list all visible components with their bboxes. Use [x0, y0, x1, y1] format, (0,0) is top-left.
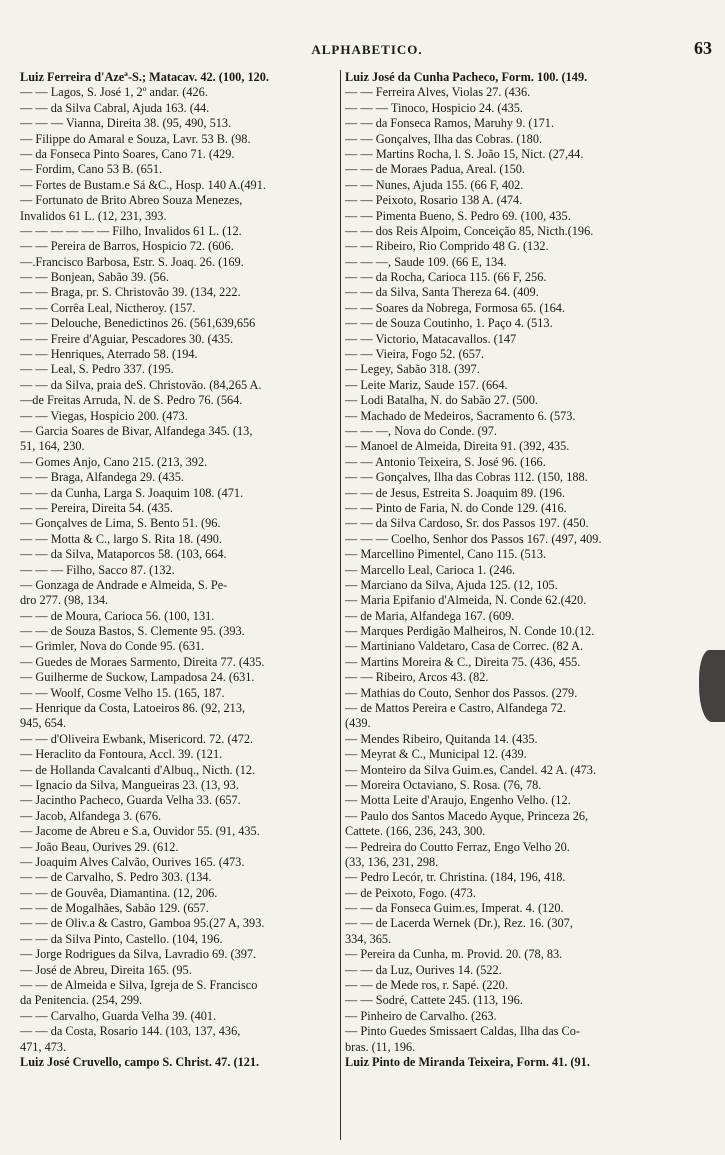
directory-entry-line: — — Martins Rocha, l. S. João 15, Nict. (27,44. — [345, 146, 584, 161]
directory-entry-line: — Guedes de Moraes Sarmento, Direita 77. (435. — [20, 654, 265, 669]
directory-entry-line: — — dos Reis Alpoim, Conceição 85, Nicth.(196. — [345, 223, 594, 238]
directory-entry-line: — — de Souza Bastos, S. Clemente 95. (393. — [20, 624, 245, 639]
directory-entry-line: — Jacob, Alfandega 3. (676. — [20, 808, 162, 823]
directory-entry-line: — Pedreira do Coutto Ferraz, Engo Velho 20. — [345, 839, 570, 854]
directory-entry-line: — — — — — — Filho, Invalidos 61 L. (12. — [20, 223, 242, 238]
directory-entry-line: — — Peixoto, Rosario 138 A. (474. — [345, 193, 523, 208]
right-column — [345, 70, 710, 1070]
directory-entry-line: — — da Fonseca Ramos, Maruhy 9. (171. — [345, 116, 555, 131]
directory-entry-line: Luiz Pinto de Miranda Teixeira, Form. 41. (91. — [345, 1055, 590, 1069]
directory-entry-line: — — da Silva Cabral, Ajuda 163. (44. — [20, 100, 210, 115]
directory-entry-line: — Marciano da Silva, Ajuda 125. (12, 105. — [345, 577, 558, 592]
ink-blot — [699, 650, 725, 722]
directory-entry-line: — Ignacio da Silva, Mangueiras 23. (13, 93. — [20, 777, 239, 792]
directory-entry-line: — — Ribeiro, Rio Comprido 48 G. (132. — [345, 239, 549, 254]
directory-entry-line: (439. — [345, 716, 371, 731]
directory-entry-line: — — Ribeiro, Arcos 43. (82. — [345, 670, 489, 685]
directory-entry-line: — Filippe do Amaral e Souza, Lavr. 53 B. (98. — [20, 131, 251, 146]
directory-entry-line: — — Leal, S. Pedro 337. (195. — [20, 362, 174, 377]
directory-entry-line: 471, 473. — [20, 1039, 67, 1054]
directory-entry-line: — — da Silva, Mataporcos 58. (103, 664. — [20, 547, 227, 562]
directory-entry-line: bras. (11, 196. — [345, 1039, 416, 1054]
directory-entry-line: — Gonzaga de Andrade e Almeida, S. Pe- — [20, 577, 228, 592]
directory-entry-line: — Marcello Leal, Carioca 1. (246. — [345, 562, 516, 577]
running-title: ALPHABETICO. — [311, 42, 423, 57]
directory-entry-line: — — de Jesus, Estreita S. Joaquim 89. (196. — [345, 485, 565, 500]
directory-entry-line: — José de Abreu, Direita 165. (95. — [20, 962, 192, 977]
directory-entry-line: — — de Almeida e Silva, Igreja de S. Francisco — [20, 978, 258, 993]
directory-entry-line: — — da Fonseca Guim.es, Imperat. 4. (120. — [345, 901, 564, 916]
directory-entry-line: Luiz Ferreira d'Azeª-S.; Matacav. 42. (100, 120. — [20, 70, 269, 84]
directory-entry-line: — — da Silva Pinto, Castello. (104, 196. — [20, 931, 223, 946]
directory-entry-line: — Paulo dos Santos Macedo Ayque, Princeza 26, — [345, 808, 589, 823]
directory-entry-line: — Jacintho Pacheco, Guarda Velha 33. (657. — [20, 793, 241, 808]
directory-entry-line: — — de Mogalhães, Sabão 129. (657. — [20, 901, 209, 916]
directory-entry-line: — Martiniano Valdetaro, Casa de Correc. (82 A. — [345, 639, 584, 654]
directory-entry-line: — — Delouche, Benedictinos 26. (561,639,656 — [20, 316, 256, 331]
directory-entry-line: — Maria Epifanio d'Almeida, N. Conde 62.(420. — [345, 593, 587, 608]
directory-entry-line: — Henrique da Costa, Latoeiros 86. (92, 213, — [20, 701, 246, 716]
directory-entry-line: — — — Coelho, Senhor dos Passos 167. (497, 409. — [345, 531, 602, 546]
directory-entry-line: dro 277. (98, 134. — [20, 593, 109, 608]
directory-entry-line: — — de Moraes Padua, Areal. (150. — [345, 162, 525, 177]
directory-entry-line: — — Freire d'Aguiar, Pescadores 30. (435. — [20, 331, 234, 346]
directory-entry-line: — — Lagos, S. José 1, 2º andar. (426. — [20, 85, 208, 100]
directory-entry-line: — — de Souza Coutinho, 1. Paço 4. (513. — [345, 316, 553, 331]
directory-entry-line: — — —, Saude 109. (66 E, 134. — [345, 254, 507, 269]
directory-entry-line: — — de Oliv.a & Castro, Gamboa 95.(27 A, 393. — [20, 916, 265, 931]
directory-entry-line: — — Vieira, Fogo 52. (657. — [345, 347, 485, 362]
directory-entry-line: — de Hollanda Cavalcanti d'Albuq., Nicth. (12. — [20, 762, 256, 777]
directory-entry-line: — Fortunato de Brito Abreo Souza Menezes, — [20, 193, 243, 208]
directory-entry-line: — — Victorio, Matacavallos. (147 — [345, 331, 517, 346]
left-column — [20, 70, 338, 1070]
directory-entry-line: — — Pereira, Direita 54. (435. — [20, 500, 173, 515]
directory-entry-line: — Gonçalves de Lima, S. Bento 51. (96. — [20, 516, 221, 531]
directory-entry-line: — Legey, Sabão 318. (397. — [345, 362, 480, 377]
directory-entry-line: — — Pinto de Faria, N. do Conde 129. (416. — [345, 500, 567, 515]
directory-entry-line: — Moreira Octaviano, S. Rosa. (76, 78. — [345, 777, 542, 792]
directory-entry-line: da Penitencia. (254, 299. — [20, 993, 143, 1008]
directory-entry-line: — — Gonçalves, Ilha das Cobras 112. (150, 188. — [345, 470, 588, 485]
directory-entry-line: — de Mattos Pereira e Castro, Alfandega 72. — [345, 701, 566, 716]
directory-entry-line: — — — Filho, Sacco 87. (132. — [20, 562, 175, 577]
directory-entry-line: — — de Gouvêa, Diamantina. (12, 206. — [20, 885, 218, 900]
directory-entry-line: — de Maria, Alfandega 167. (609. — [345, 608, 515, 623]
directory-entry-line: — Machado de Medeiros, Sacramento 6. (573. — [345, 408, 576, 423]
directory-entry-line: 51, 164, 230. — [20, 439, 85, 454]
directory-entry-line: — Pereira da Cunha, m. Provid. 20. (78, 83. — [345, 947, 563, 962]
directory-entry-line: Cattete. (166, 236, 243, 300. — [345, 824, 486, 839]
directory-entry-line: — — da Silva, praia deS. Christovão. (84,265 A. — [20, 377, 262, 392]
directory-entry-line: — Pedro Lecór, tr. Christina. (184, 196, 418. — [345, 870, 566, 885]
directory-entry-line: — — Gonçalves, Ilha das Cobras. (180. — [345, 131, 543, 146]
directory-entry-line: — Pinto Guedes Smissaert Caldas, Ilha das Co- — [345, 1024, 580, 1039]
directory-entry-line: — — de Moura, Carioca 56. (100, 131. — [20, 608, 215, 623]
directory-entry-line: — Mendes Ribeiro, Quitanda 14. (435. — [345, 731, 538, 746]
directory-entry-line: — João Beau, Ourives 29. (612. — [20, 839, 179, 854]
directory-entry-line: — Grimler, Nova do Conde 95. (631. — [20, 639, 205, 654]
directory-entry-line: — — Sodré, Cattete 245. (113, 196. — [345, 993, 523, 1008]
directory-entry-line: — Fordim, Cano 53 B. (651. — [20, 162, 163, 177]
directory-entry-line: — — de Mede ros, r. Sapé. (220. — [345, 978, 508, 993]
directory-entry-line: — — da Luz, Ourives 14. (522. — [345, 962, 502, 977]
directory-entry-line: — — Viegas, Hospicio 200. (473. — [20, 408, 188, 423]
directory-entry-line: — — —, Nova do Conde. (97. — [345, 423, 497, 438]
directory-entry-line: — — Braga, pr. S. Christovão 39. (134, 222. — [20, 285, 241, 300]
directory-entry-line: — Jorge Rodrigues da Silva, Lavradio 69. (397. — [20, 947, 257, 962]
directory-entry-line: — da Fonseca Pinto Soares, Cano 71. (429. — [20, 146, 235, 161]
directory-entry-line: — — Woolf, Cosme Velho 15. (165, 187. — [20, 685, 225, 700]
directory-entry-line: — — Pimenta Bueno, S. Pedro 69. (100, 435. — [345, 208, 571, 223]
directory-entry-line: — — da Costa, Rosario 144. (103, 137, 436, — [20, 1024, 241, 1039]
directory-entry-line: — — Corrêa Leal, Nictheroy. (157. — [20, 300, 196, 315]
directory-entry-line: — Martins Moreira & C., Direita 75. (436, 455. — [345, 654, 581, 669]
directory-entry-line: — — Motta & C., largo S. Rita 18. (490. — [20, 531, 222, 546]
directory-entry-line: — — da Rocha, Carioca 115. (66 F, 256. — [345, 270, 547, 285]
directory-entry-line: Luiz José da Cunha Pacheco, Form. 100. (149. — [345, 70, 588, 84]
directory-entry-line: — Marcellino Pimentel, Cano 115. (513. — [345, 547, 547, 562]
directory-entry-line: — Motta Leite d'Araujo, Engenho Velho. (12. — [345, 793, 571, 808]
directory-entry-line: — Jacome de Abreu e S.a, Ouvidor 55. (91, 435. — [20, 824, 260, 839]
directory-entry-line: — Pinheiro de Carvalho. (263. — [345, 1008, 497, 1023]
directory-entry-line: — Guilherme de Suckow, Lampadosa 24. (631. — [20, 670, 255, 685]
directory-entry-line: — — Antonio Teixeira, S. José 96. (166. — [345, 454, 546, 469]
directory-entry-line: — Meyrat & C., Municipal 12. (439. — [345, 747, 527, 762]
directory-entry-line: — — d'Oliveira Ewbank, Misericord. 72. (472. — [20, 731, 254, 746]
directory-entry-line: — — Carvalho, Guarda Velha 39. (401. — [20, 1008, 217, 1023]
directory-entry-line: — — Henriques, Aterrado 58. (194. — [20, 347, 198, 362]
directory-entry-line: — Marques Perdigão Malheiros, N. Conde 10.(12. — [345, 624, 595, 639]
directory-entry-line: — — Soares da Nobrega, Formosa 65. (164. — [345, 300, 565, 315]
directory-entry-line: —de Freitas Arruda, N. de S. Pedro 76. (564. — [20, 393, 243, 408]
directory-columns — [20, 70, 718, 1145]
directory-entry-line: Luiz José Cruvello, campo S. Christ. 47. (121. — [20, 1055, 260, 1069]
directory-entry-line: 334, 365. — [345, 931, 392, 946]
directory-entry-line: — — — Vianna, Direita 38. (95, 490, 513. — [20, 116, 232, 131]
directory-entry-line: — Monteiro da Silva Guim.es, Candel. 42 A. (473. — [345, 762, 597, 777]
directory-entry-line: — Garcia Soares de Bivar, Alfandega 345. (13, — [20, 423, 253, 438]
directory-entry-line: — Heraclito da Fontoura, Accl. 39. (121. — [20, 747, 223, 762]
directory-entry-line: — Manoel de Almeida, Direita 91. (392, 435. — [345, 439, 570, 454]
directory-entry-line: —.Francisco Barbosa, Estr. S. Joaq. 26. (169. — [20, 254, 244, 269]
directory-entry-line: — — da Silva, Santa Thereza 64. (409. — [345, 285, 539, 300]
directory-entry-line: — — Pereira de Barros, Hospicio 72. (606. — [20, 239, 234, 254]
directory-entry-line: — Joaquim Alves Calvão, Ourives 165. (473. — [20, 854, 245, 869]
directory-entry-line: — Fortes de Bustam.e Sá &C., Hosp. 140 A.(491. — [20, 177, 266, 192]
directory-entry-line: — — de Carvalho, S. Pedro 303. (134. — [20, 870, 212, 885]
directory-entry-line: — Gomes Anjo, Cano 215. (213, 392. — [20, 454, 208, 469]
directory-entry-line: 945, 654. — [20, 716, 67, 731]
directory-entry-line: — — — Tinoco, Hospicio 24. (435. — [345, 100, 523, 115]
page-number: 63 — [694, 38, 712, 58]
directory-entry-line: — de Peixoto, Fogo. (473. — [345, 885, 476, 900]
directory-entry-line: — — Nunes, Ajuda 155. (66 F, 402. — [345, 177, 524, 192]
directory-entry-line: — Lodi Batalha, N. do Sabão 27. (500. — [345, 393, 538, 408]
directory-entry-line: — — de Lacerda Wernek (Dr.), Rez. 16. (307, — [345, 916, 573, 931]
directory-entry-line: — — Braga, Alfandega 29. (435. — [20, 470, 184, 485]
directory-entry-line: — Leite Mariz, Saude 157. (664. — [345, 377, 508, 392]
directory-entry-line: Invalidos 61 L. (12, 231, 393. — [20, 208, 167, 223]
directory-entry-line: — Mathias do Couto, Senhor dos Passos. (279. — [345, 685, 578, 700]
directory-entry-line: — — da Cunha, Larga S. Joaquim 108. (471. — [20, 485, 244, 500]
page-header — [22, 38, 712, 64]
directory-entry-line: — — Bonjean, Sabão 39. (56. — [20, 270, 169, 285]
directory-entry-line: — — Ferreira Alves, Violas 27. (436. — [345, 85, 531, 100]
directory-entry-line: (33, 136, 231, 298. — [345, 854, 439, 869]
directory-entry-line: — — da Silva Cardoso, Sr. dos Passos 197. (450. — [345, 516, 589, 531]
